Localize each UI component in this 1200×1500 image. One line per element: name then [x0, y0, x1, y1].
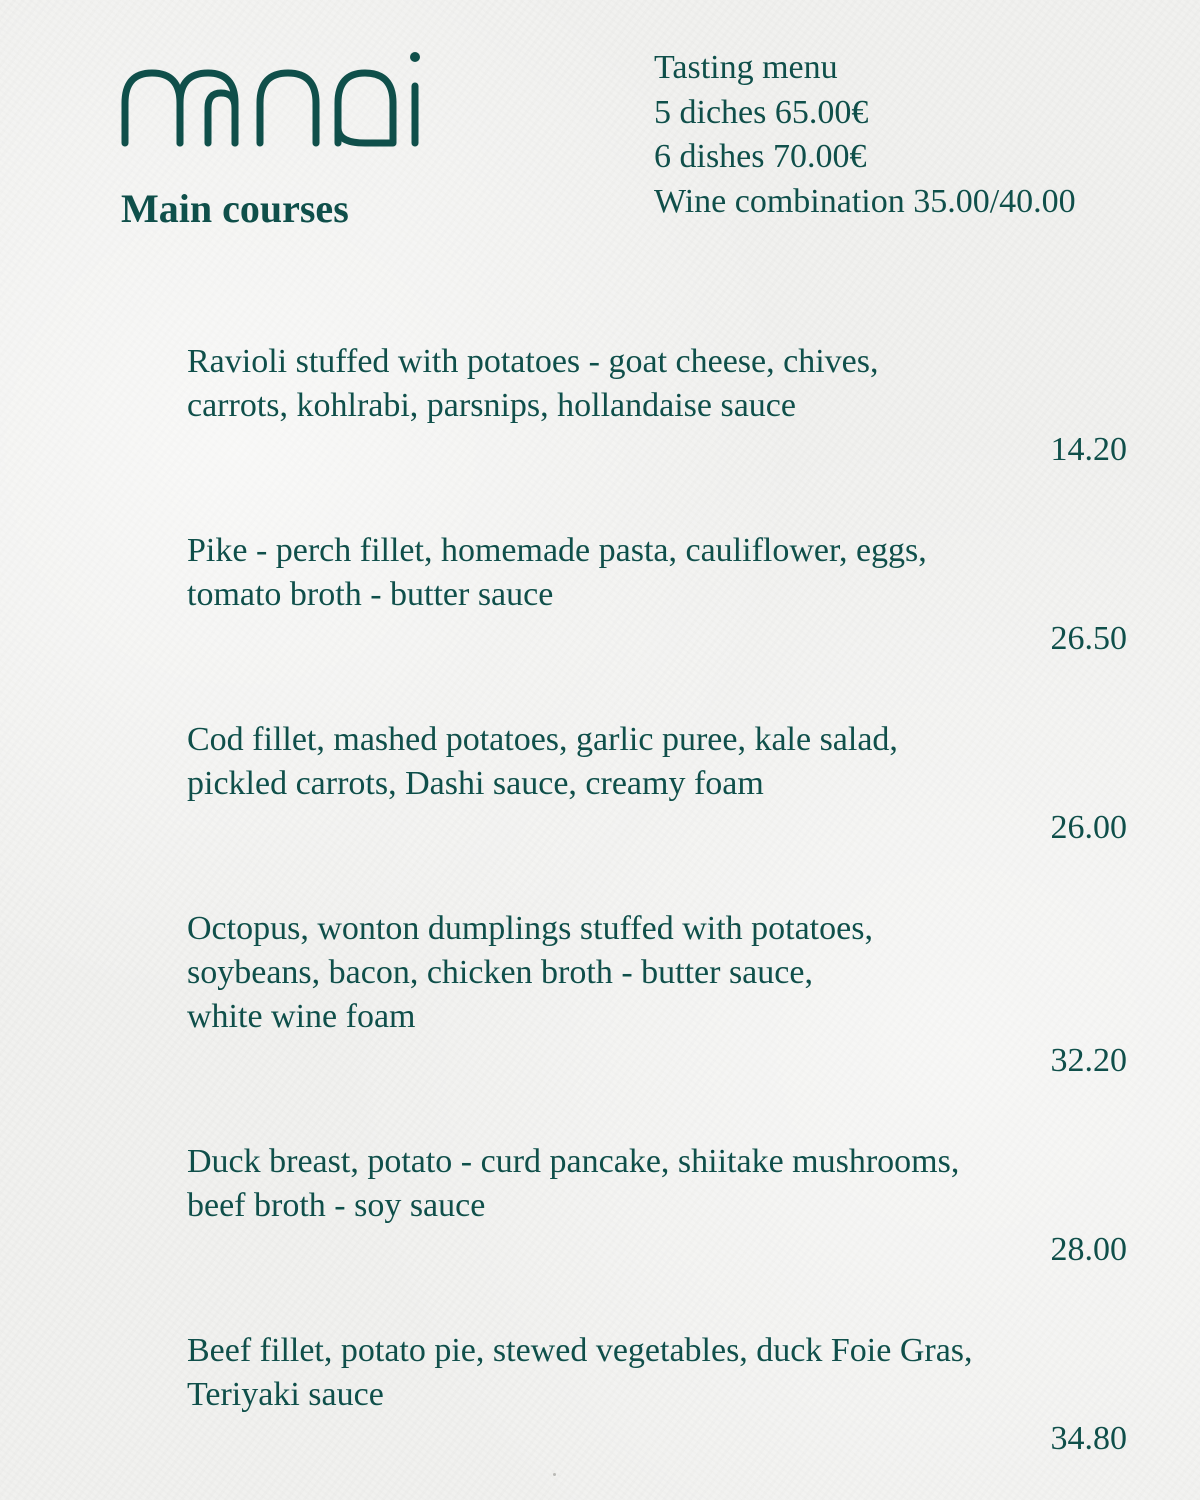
- dish-price: 32.20: [1050, 1042, 1127, 1079]
- dish-item: [187, 907, 1127, 1083]
- dish-item: [187, 1140, 1127, 1272]
- tasting-menu-info: [654, 46, 1076, 224]
- dish-description: Duck breast, potato - curd pancake, shiitake mushrooms, beef broth - soy sauce: [187, 1143, 960, 1224]
- dish-description: Ravioli stuffed with potatoes - goat cheese, chives, carrots, kohlrabi, parsnips, hollandaise sauce: [187, 343, 879, 424]
- tasting-menu-6-dishes: 6 dishes 70.00€: [654, 138, 867, 175]
- section-title: Main courses: [121, 186, 349, 231]
- dish-price: 14.20: [1050, 431, 1127, 468]
- dish-description: Pike - perch fillet, homemade pasta, cauliflower, eggs, tomato broth - butter sauce: [187, 532, 927, 613]
- dish-item: [187, 529, 1127, 661]
- dish-price: 26.50: [1050, 620, 1127, 657]
- tasting-menu-title: Tasting menu: [654, 49, 838, 86]
- dish-description: Beef fillet, potato pie, stewed vegetables, duck Foie Gras, Teriyaki sauce: [187, 1332, 973, 1413]
- dish-price: 34.80: [1050, 1420, 1127, 1457]
- tasting-menu-5-dishes: 5 diches 65.00€: [654, 93, 869, 131]
- wine-combination: Wine combination 35.00/40.00: [654, 182, 1076, 220]
- dish-description: Octopus, wonton dumplings stuffed with potatoes, soybeans, bacon, chicken broth - butter sauce, white wine foam: [187, 910, 873, 1035]
- dish-item: [187, 1329, 1127, 1461]
- dish-item: [187, 718, 1127, 850]
- dish-price: 26.00: [1050, 809, 1127, 846]
- brand-logo: [120, 48, 430, 148]
- monai-logo-icon: [120, 48, 430, 148]
- dish-description: Cod fillet, mashed potatoes, garlic puree, kale salad, pickled carrots, Dashi sauce, creamy foam: [187, 721, 898, 802]
- paper-speck: [553, 1473, 556, 1476]
- dish-item: [187, 340, 1127, 472]
- dish-price: 28.00: [1050, 1231, 1127, 1268]
